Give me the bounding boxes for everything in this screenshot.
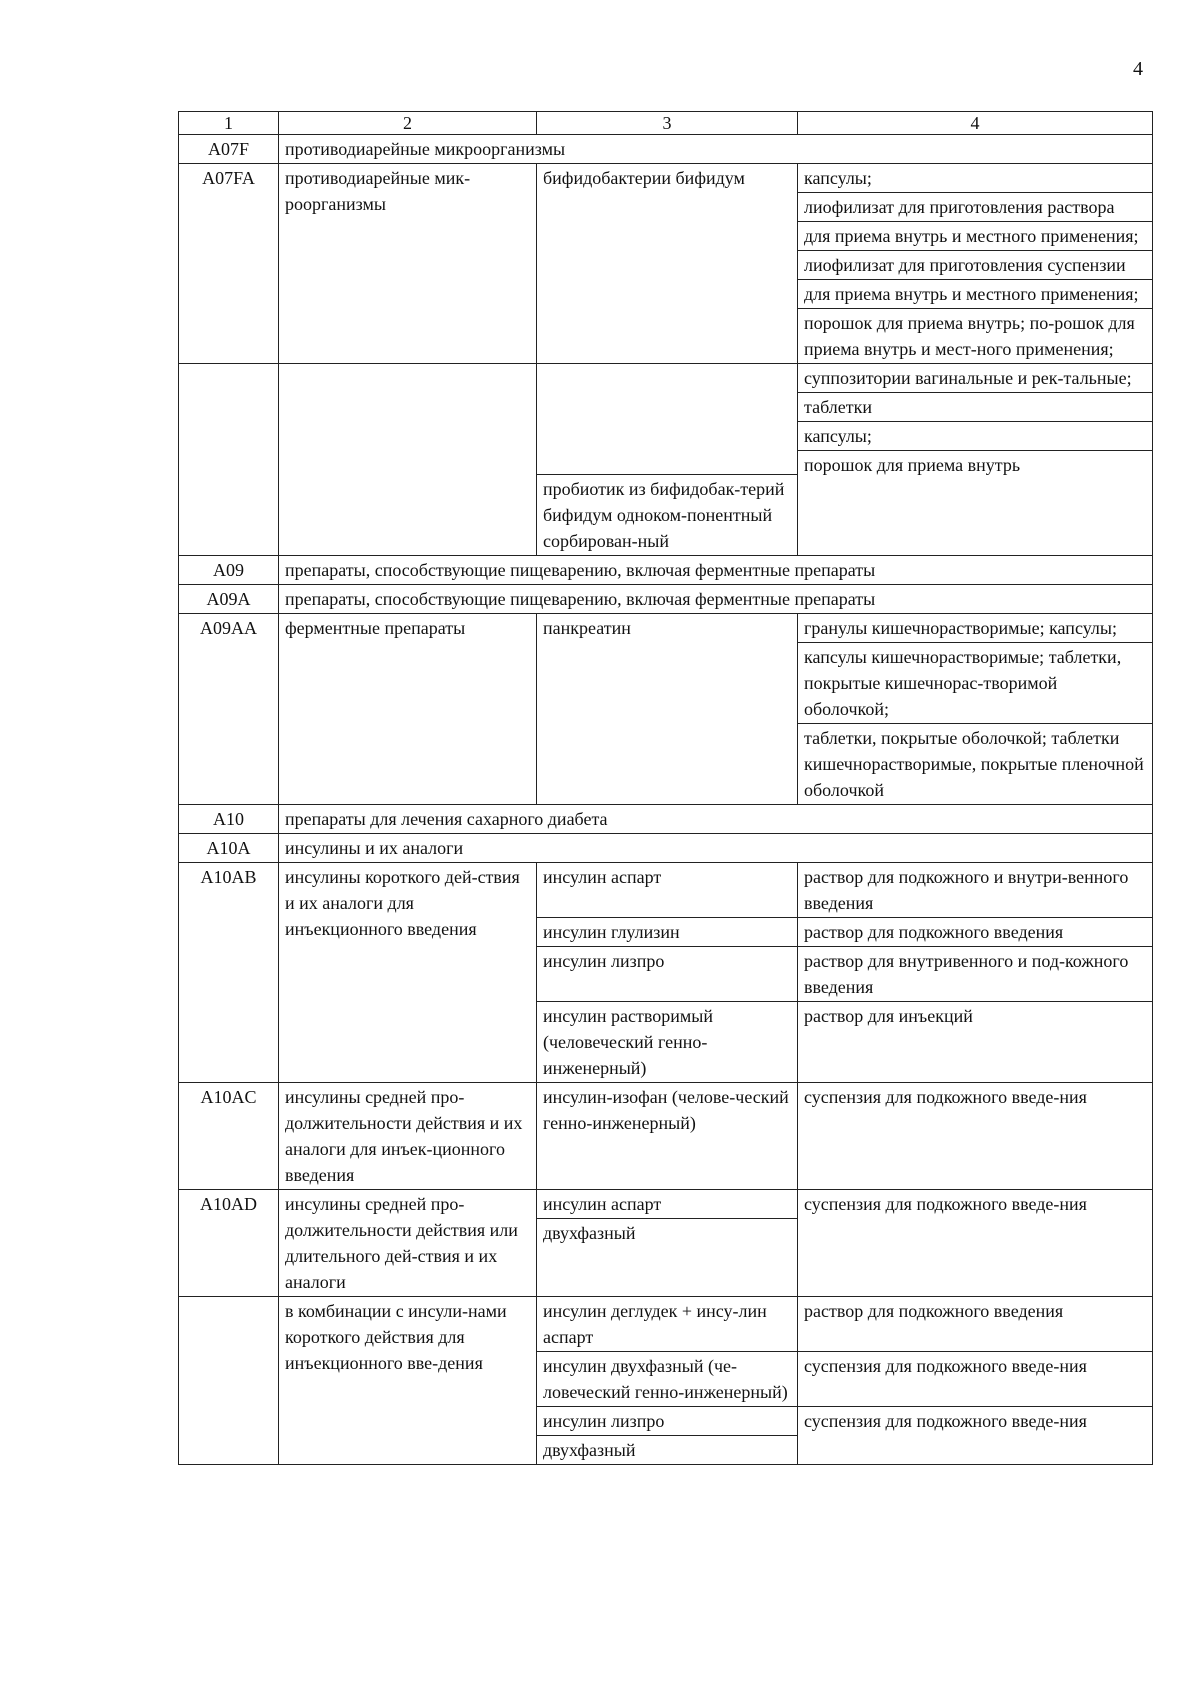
- substance-name: инсулин деглудек + инсу-лин аспарт: [537, 1297, 798, 1352]
- dosage-form: таблетки: [798, 392, 1152, 421]
- dosage-form: капсулы кишечнорастворимые; таблетки, покрытые кишечнорас-творимой оболочкой;: [798, 642, 1152, 723]
- dosage-form: для приема внутрь и местного применения;: [798, 279, 1152, 308]
- dosage-form: таблетки, покрытые оболочкой; таблетки кишечнорастворимые, покрытые пленочной оболочкой: [798, 723, 1152, 804]
- table-row: [179, 1083, 1153, 1190]
- dosage-form: гранулы кишечнорастворимые; капсулы;: [804, 618, 1117, 638]
- table-row: [179, 585, 1153, 614]
- dosage-form: порошок для приема внутрь; по-рошок для приема внутрь и мест-ного применения;: [798, 308, 1152, 363]
- substance-name: инсулин глулизин: [537, 918, 798, 947]
- table-row: [179, 805, 1153, 834]
- atc-code: A10AC: [179, 1083, 279, 1190]
- substance-name: инсулин растворимый (человеческий генно-инженерный): [537, 1002, 798, 1083]
- table-row: [179, 556, 1153, 585]
- header-cell: 1: [179, 112, 279, 135]
- table-row: [179, 614, 1153, 805]
- table-row: [179, 1190, 1153, 1297]
- atc-code: A09AA: [179, 614, 279, 805]
- header-cell: 4: [798, 112, 1153, 135]
- header-cell: 2: [279, 112, 537, 135]
- dosage-form: раствор для подкожного введения: [798, 918, 1153, 947]
- dosage-form: суспензия для подкожного введе-ния: [798, 1407, 1153, 1465]
- substance-name: инсулин двухфазный (че-ловеческий генно-инженерный): [537, 1352, 798, 1407]
- group-name: препараты для лечения сахарного диабета: [279, 805, 1153, 834]
- substance-cell: [537, 364, 798, 556]
- atc-code: A09A: [179, 585, 279, 614]
- group-name-empty: [279, 364, 537, 556]
- atc-code-empty: [179, 1297, 279, 1465]
- medication-table: [178, 111, 1153, 1465]
- table-row: [179, 135, 1153, 164]
- dosage-form: раствор для внутривенного и под-кожного введения: [798, 947, 1153, 1002]
- dosage-form: суппозитории вагинальные и рек-тальные;: [804, 368, 1132, 388]
- table-row: [179, 364, 1153, 556]
- dosage-form: суспензия для подкожного введе-ния: [798, 1190, 1153, 1297]
- substance-name: панкреатин: [537, 614, 798, 805]
- substance-name: инсулин аспарт: [537, 863, 798, 918]
- atc-code: A07F: [179, 135, 279, 164]
- dosage-form: раствор для подкожного введения: [798, 1297, 1153, 1352]
- substance-name: пробиотик из бифидобак-терий бифидум одноком-понентный сорбирован-ный: [537, 474, 797, 555]
- table-header-row: [179, 112, 1153, 135]
- atc-code: A07FA: [179, 164, 279, 364]
- substance-name: двухфазный: [537, 1218, 797, 1247]
- dosage-form: раствор для инъекций: [798, 1002, 1153, 1083]
- table-row: [179, 863, 1153, 918]
- group-name: инсулины короткого дей-ствия и их аналоги для инъекционного введения: [279, 863, 537, 1083]
- dosage-form: капсулы;: [804, 168, 872, 188]
- substance-cell: [537, 1407, 798, 1465]
- table-row: [179, 164, 1153, 364]
- table-row: [179, 834, 1153, 863]
- dosage-forms: [798, 614, 1153, 805]
- dosage-form: суспензия для подкожного введе-ния: [798, 1083, 1153, 1190]
- dosage-form: капсулы;: [798, 421, 1152, 450]
- substance-name: инсулин-изофан (челове-ческий генно-инженерный): [537, 1083, 798, 1190]
- substance-name: инсулин аспарт: [543, 1194, 662, 1214]
- atc-code-empty: [179, 364, 279, 556]
- group-name: препараты, способствующие пищеварению, включая ферментные препараты: [279, 556, 1153, 585]
- dosage-form: лиофилизат для приготовления суспензии: [798, 250, 1152, 279]
- atc-code: A10AD: [179, 1190, 279, 1297]
- group-name: препараты, способствующие пищеварению, включая ферментные препараты: [279, 585, 1153, 614]
- substance-name: инсулин лизпро: [543, 1411, 665, 1431]
- header-cell: 3: [537, 112, 798, 135]
- substance-cell: [537, 1190, 798, 1297]
- dosage-form: суспензия для подкожного введе-ния: [798, 1352, 1153, 1407]
- atc-code: A10: [179, 805, 279, 834]
- dosage-form: лиофилизат для приготовления раствора: [798, 192, 1152, 221]
- dosage-form: раствор для подкожного и внутри-венного введения: [798, 863, 1153, 918]
- dosage-form: порошок для приема внутрь: [798, 450, 1152, 531]
- atc-code: A10AB: [179, 863, 279, 1083]
- atc-code: A09: [179, 556, 279, 585]
- dosage-form: для приема внутрь и местного применения;: [798, 221, 1152, 250]
- substance-empty: [537, 364, 797, 474]
- group-name: противодиарейные микроорганизмы: [279, 135, 1153, 164]
- group-name: инсулины и их аналоги: [279, 834, 1153, 863]
- substance-name: инсулин лизпро: [537, 947, 798, 1002]
- group-name: ферментные препараты: [279, 614, 537, 805]
- atc-code: A10A: [179, 834, 279, 863]
- page-number: 4: [1133, 58, 1143, 80]
- substance-name: двухфазный: [537, 1435, 797, 1464]
- substance-name: бифидобактерии бифидум: [537, 164, 798, 364]
- group-name: противодиарейные мик-роорганизмы: [279, 164, 537, 364]
- group-name: в комбинации с инсули-нами короткого действия для инъекционного вве-дения: [279, 1297, 537, 1465]
- table-row: [179, 1297, 1153, 1352]
- group-name: инсулины средней про-должительности действия и их аналоги для инъек-ционного введения: [279, 1083, 537, 1190]
- group-name: инсулины средней про-должительности действия или длительного дей-ствия и их аналоги: [279, 1190, 537, 1297]
- dosage-forms: [798, 364, 1153, 556]
- dosage-forms: [798, 164, 1153, 364]
